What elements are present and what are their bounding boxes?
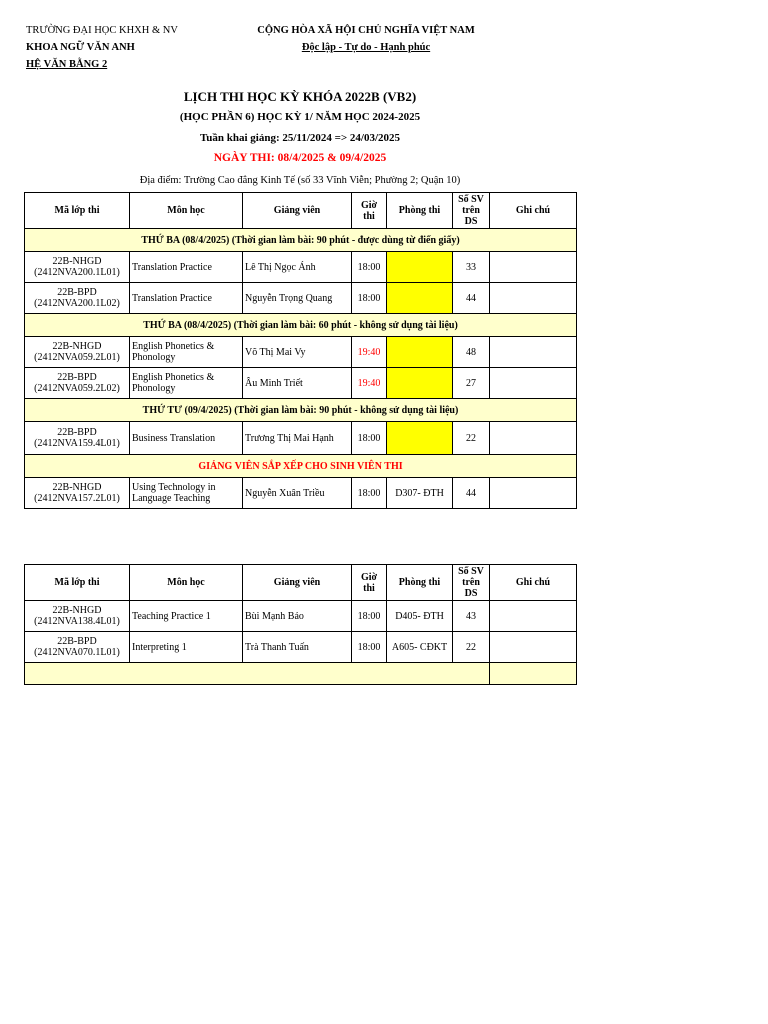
room-cell xyxy=(387,337,453,368)
note-cell xyxy=(490,478,577,509)
class-id: (2412NVA159.4L01) xyxy=(34,438,120,449)
class-code: 22B-NHGD xyxy=(52,256,102,267)
class-code-cell xyxy=(25,337,130,368)
class-code: 22B-BPD xyxy=(57,636,97,647)
col-header-class-code: Mã lớp thi xyxy=(25,193,130,229)
col-header-student-count: Số SV trên DS xyxy=(453,565,490,601)
class-id: (2412NVA157.2L01) xyxy=(34,493,120,504)
note-cell xyxy=(490,252,577,283)
exam-dates: NGÀY THI: 08/4/2025 & 09/4/2025 xyxy=(213,152,387,164)
document-title: LỊCH THI HỌC KỲ KHÓA 2022B (VB2) xyxy=(183,89,417,104)
time-cell: 18:00 xyxy=(352,252,387,283)
col-header-room: Phòng thi xyxy=(387,193,453,229)
exam-schedule-table-2 xyxy=(24,564,577,685)
room-cell xyxy=(387,368,453,399)
section-label: THỨ BA (08/4/2025) (Thời gian làm bài: 90 phút - được dùng từ điển giấy) xyxy=(25,229,577,252)
national-motto: Độc lập - Tự do - Hạnh phúc xyxy=(301,42,431,53)
table-row xyxy=(25,368,577,399)
section-label: THỨ TƯ (09/4/2025) (Thời gian làm bài: 90 phút - không sử dụng tài liệu) xyxy=(25,399,577,422)
table-row xyxy=(25,601,577,632)
section-header xyxy=(25,314,577,337)
subject-cell: Using Technology in Language Teaching xyxy=(130,478,243,509)
table-row xyxy=(25,337,577,368)
class-code: 22B-BPD xyxy=(57,427,97,438)
table-row xyxy=(25,422,577,455)
empty-row xyxy=(25,663,577,685)
room-cell: A605- CĐKT xyxy=(387,632,453,663)
col-header-time: Giờ thi xyxy=(352,565,387,601)
exam-schedule-table xyxy=(24,192,577,509)
table-header-row xyxy=(25,193,577,229)
student-count-cell: 27 xyxy=(453,368,490,399)
section-label: GIẢNG VIÊN SẮP XẾP CHO SINH VIÊN THI xyxy=(25,455,577,478)
header-left xyxy=(26,22,178,73)
room-cell xyxy=(387,283,453,314)
col-header-room: Phòng thi xyxy=(387,565,453,601)
class-id: (2412NVA070.1L01) xyxy=(34,647,120,658)
table-row xyxy=(25,252,577,283)
class-code-cell xyxy=(25,422,130,455)
empty-note-cell xyxy=(490,663,577,685)
class-code-cell xyxy=(25,368,130,399)
note-cell xyxy=(490,601,577,632)
program-name: HỆ VĂN BẰNG 2 xyxy=(26,59,108,70)
room-cell xyxy=(387,252,453,283)
section-header xyxy=(25,455,577,478)
student-count-cell: 44 xyxy=(453,478,490,509)
time-cell: 18:00 xyxy=(352,601,387,632)
subject-cell: Translation Practice xyxy=(130,252,243,283)
table-row xyxy=(25,478,577,509)
lecturer-cell: Võ Thị Mai Vy xyxy=(243,337,352,368)
class-code: 22B-NHGD xyxy=(52,605,102,616)
lecturer-cell: Bùi Mạnh Bảo xyxy=(243,601,352,632)
lecturer-cell: Lê Thị Ngọc Ánh xyxy=(243,252,352,283)
class-id: (2412NVA138.4L01) xyxy=(34,616,120,627)
table-row xyxy=(25,632,577,663)
class-code-cell xyxy=(25,601,130,632)
subject-cell: Business Translation xyxy=(130,422,243,455)
section-header xyxy=(25,399,577,422)
class-code: 22B-BPD xyxy=(57,287,97,298)
header-right xyxy=(232,22,500,56)
time-cell: 18:00 xyxy=(352,283,387,314)
note-cell xyxy=(490,422,577,455)
student-count-cell: 33 xyxy=(453,252,490,283)
class-id: (2412NVA059.2L02) xyxy=(34,383,120,394)
table-header-row xyxy=(25,565,577,601)
class-code-cell xyxy=(25,632,130,663)
class-code-cell xyxy=(25,283,130,314)
class-id: (2412NVA059.2L01) xyxy=(34,352,120,363)
class-code-cell xyxy=(25,478,130,509)
university-name: TRƯỜNG ĐẠI HỌC KHXH & NV xyxy=(26,25,178,36)
class-id: (2412NVA200.1L02) xyxy=(34,298,120,309)
faculty-name: KHOA NGỮ VĂN ANH xyxy=(26,42,135,53)
col-header-time: Giờ thi xyxy=(352,193,387,229)
room-cell: D307- ĐTH xyxy=(387,478,453,509)
room-cell xyxy=(387,422,453,455)
subject-cell: English Phonetics & Phonology xyxy=(130,337,243,368)
student-count-cell: 48 xyxy=(453,337,490,368)
col-header-student-count: Số SV trên DS xyxy=(453,193,490,229)
document-subtitle: (HỌC PHẦN 6) HỌC KỲ 1/ NĂM HỌC 2024-2025 xyxy=(179,111,421,123)
class-id: (2412NVA200.1L01) xyxy=(34,267,120,278)
lecturer-cell: Nguyễn Trọng Quang xyxy=(243,283,352,314)
time-cell: 19:40 xyxy=(352,337,387,368)
student-count-cell: 22 xyxy=(453,422,490,455)
lecturer-cell: Trà Thanh Tuấn xyxy=(243,632,352,663)
time-cell: 18:00 xyxy=(352,422,387,455)
room-cell: D405- ĐTH xyxy=(387,601,453,632)
note-cell xyxy=(490,283,577,314)
country-name: CỘNG HÒA XÃ HỘI CHỦ NGHĨA VIỆT NAM xyxy=(257,25,475,36)
week-range: Tuần khai giảng: 25/11/2024 => 24/03/2025 xyxy=(199,132,401,144)
class-code: 22B-BPD xyxy=(57,372,97,383)
class-code-cell xyxy=(25,252,130,283)
student-count-cell: 44 xyxy=(453,283,490,314)
col-header-class-code: Mã lớp thi xyxy=(25,565,130,601)
empty-cell xyxy=(25,663,490,685)
section-label: THỨ BA (08/4/2025) (Thời gian làm bài: 60 phút - không sử dụng tài liệu) xyxy=(25,314,577,337)
class-code: 22B-NHGD xyxy=(52,482,102,493)
subject-cell: Interpreting 1 xyxy=(130,632,243,663)
subject-cell: Translation Practice xyxy=(130,283,243,314)
note-cell xyxy=(490,337,577,368)
col-header-subject: Môn học xyxy=(130,193,243,229)
section-header xyxy=(25,229,577,252)
note-cell xyxy=(490,368,577,399)
lecturer-cell: Âu Minh Triết xyxy=(243,368,352,399)
time-cell: 18:00 xyxy=(352,632,387,663)
table-row xyxy=(25,283,577,314)
class-code: 22B-NHGD xyxy=(52,341,102,352)
col-header-subject: Môn học xyxy=(130,565,243,601)
col-header-lecturer: Giảng viên xyxy=(243,193,352,229)
col-header-note: Ghi chú xyxy=(490,193,577,229)
lecturer-cell: Trương Thị Mai Hạnh xyxy=(243,422,352,455)
col-header-note: Ghi chú xyxy=(490,565,577,601)
time-cell: 19:40 xyxy=(352,368,387,399)
student-count-cell: 22 xyxy=(453,632,490,663)
exam-location: Địa điểm: Trường Cao đẳng Kinh Tế (số 33 Vĩnh Viễn; Phường 2; Quận 10) xyxy=(139,175,461,186)
student-count-cell: 43 xyxy=(453,601,490,632)
col-header-lecturer: Giảng viên xyxy=(243,565,352,601)
time-cell: 18:00 xyxy=(352,478,387,509)
note-cell xyxy=(490,632,577,663)
subject-cell: Teaching Practice 1 xyxy=(130,601,243,632)
subject-cell: English Phonetics & Phonology xyxy=(130,368,243,399)
lecturer-cell: Nguyễn Xuân Triều xyxy=(243,478,352,509)
